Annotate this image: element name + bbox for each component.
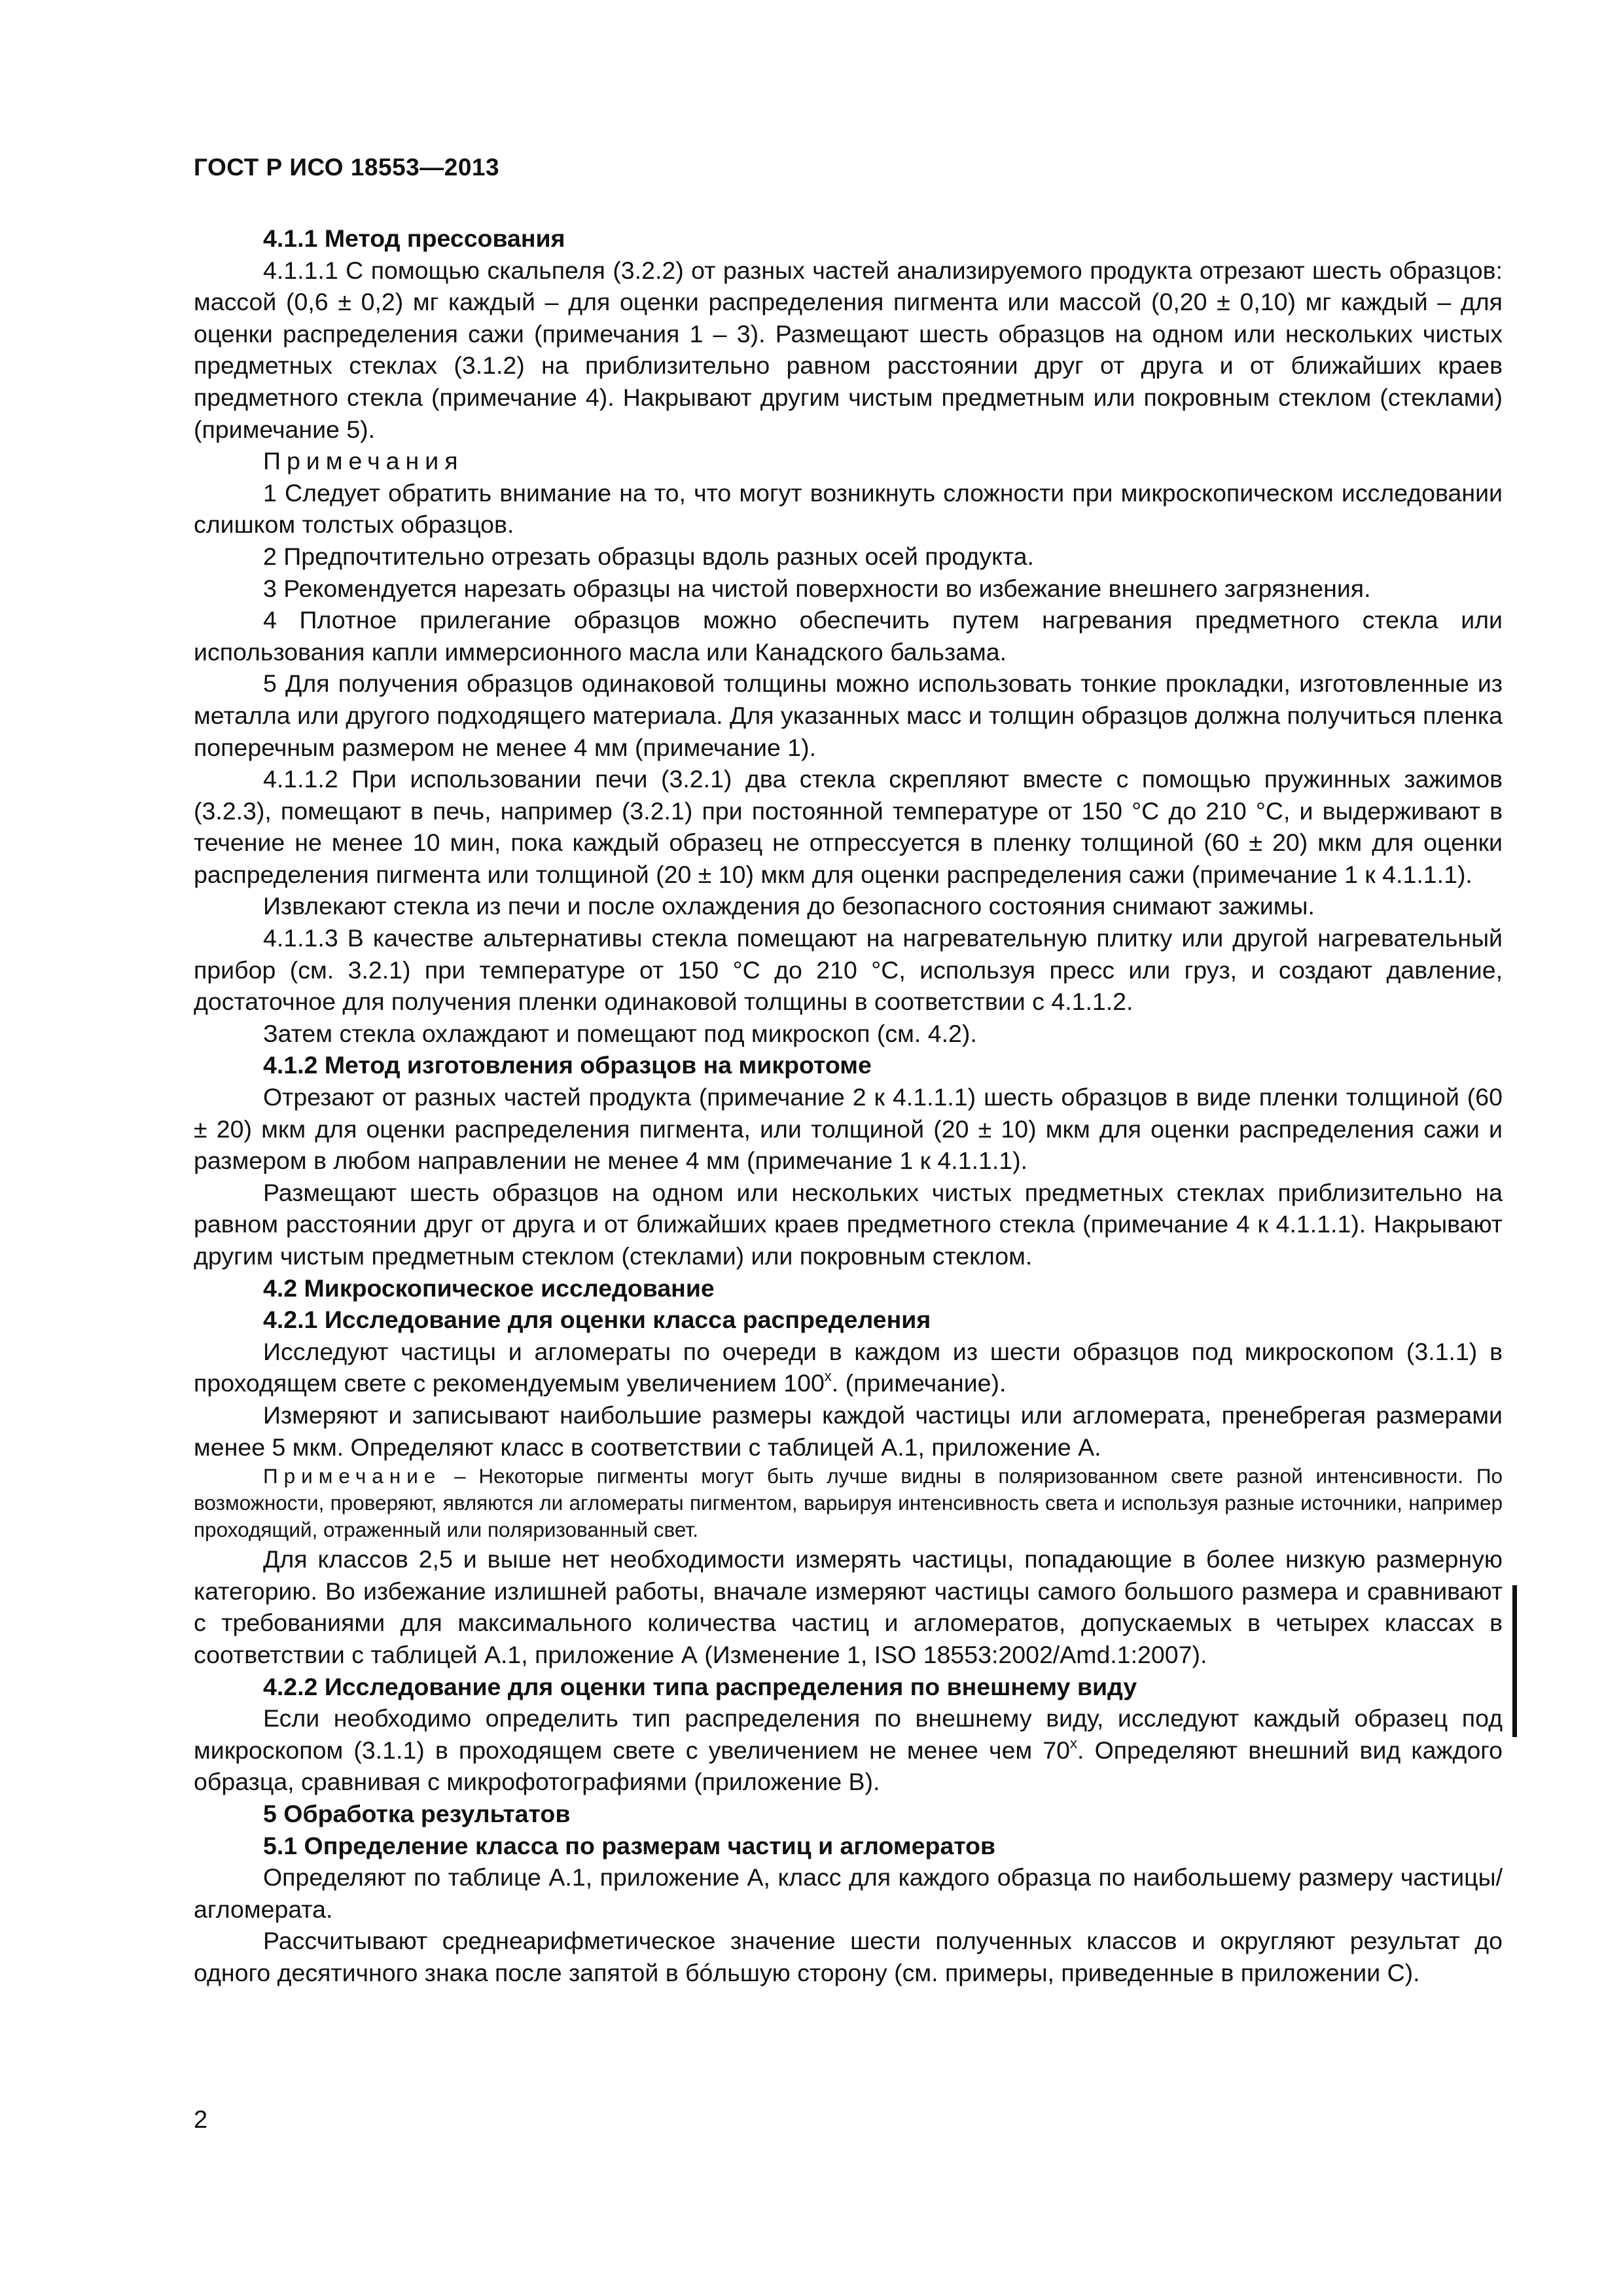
section-heading-5-1: 5.1 Определение класса по размерам частиц и агломератов xyxy=(263,1831,996,1859)
paragraph-5-1-b: Рассчитывают среднеарифметическое значение шести полученных классов и округляют результат до одного десятичного знака после запятой в бóльшую сторону (см. примеры, приведенные в приложении С). xyxy=(194,1927,1503,1986)
change-bar xyxy=(1512,1585,1517,1737)
paragraph-4-1-1-3: 4.1.1.3 В качестве альтернативы стекла помещают на нагревательную плитку или другой нагревательный прибор (см. 3.2.1) при температуре от 150 °С до 210 °С, используя пресс или груз, и создают давление, достаточное для получения пленки одинаковой толщины в соответствии с 4.1.1.2. xyxy=(194,924,1503,1016)
paragraph-cool-glasses: Затем стекла охлаждают и помещают под микроскоп (см. 4.2). xyxy=(263,1019,977,1047)
paragraph-4-2-2-a xyxy=(194,1702,1503,1798)
paragraph-4-1-1-2: 4.1.1.2 При использовании печи (3.2.1) два стекла скрепляют вместе с помощью пружинных зажимов (3.2.3), помещают в печь, например (3.2.1) при постоянной температуре от 150 °С до 210 °С, и выдерживают в течение не менее 10 мин, пока каждый образец не отпрессуется в пленку толщиной (60 ± 20) мкм для оценки распределения пигмента или толщиной (20 ± 10) мкм для оценки распределения сажи (примечание 1 к 4.1.1.1). xyxy=(194,765,1503,888)
note-3: 3 Рекомендуется нарезать образцы на чистой поверхности во избежание внешнего загрязнения. xyxy=(263,574,1371,602)
section-heading-4-1-1: 4.1.1 Метод прессования xyxy=(263,224,565,252)
paragraph-4-2-2-a-text: Если необходимо определить тип распределения по внешнему виду, исследуют каждый образец под микроскопом (3.1.1) в проходящем свете с увеличением не менее чем 70 xyxy=(194,1704,1503,1764)
note-2: 2 Предпочтительно отрезать образцы вдоль разных осей продукта. xyxy=(263,542,1034,570)
paragraph-remove-glasses: Извлекают стекла из печи и после охлаждения до безопасного состояния снимают зажимы. xyxy=(263,892,1315,920)
small-note xyxy=(194,1463,1503,1543)
page-number: 2 xyxy=(194,2106,208,2134)
section-heading-5: 5 Обработка результатов xyxy=(263,1799,571,1827)
section-heading-4-2-2: 4.2.2 Исследование для оценки типа распределения по внешнему виду xyxy=(263,1672,1137,1700)
note-5: 5 Для получения образцов одинаковой толщины можно использовать тонкие прокладки, изготовленные из металла или другого подходящего материала. Для указанных масс и толщин образцов должна получиться пленка поперечным размером не менее 4 мм (примечание 1). xyxy=(194,670,1503,761)
paragraph-4-2-1-a-tail: . (примечание). xyxy=(831,1369,1007,1397)
document-body xyxy=(194,223,1503,1988)
notes-label: Примечания xyxy=(263,447,464,475)
magnification-superscript: x xyxy=(824,1368,832,1385)
paragraph-4-1-1-1: 4.1.1.1 С помощью скальпеля (3.2.2) от разных частей анализируемого продукта отрезают шесть образцов: массой (0,6 ± 0,2) мг каждый – для оценки распределения пигмента или массой (0,20 ± 0,10) мг каждый – для оценки распределения сажи (примечания 1 – 3). Размещают шесть образцов на одном или нескольких чистых предметных стеклах (3.1.2) на приблизительно равном расстоянии друг от друга и от ближайших краев предметного стекла (примечание 4). Накрывают другим чистым предметным или покровным стеклом (стеклами) (примечание 5). xyxy=(194,256,1503,443)
paragraph-4-2-1-a-text: Исследуют частицы и агломераты по очереди в каждом из шести образцов под микроскопом (3.1.1) в проходящем свете с рекомендуемым увеличением 100 xyxy=(194,1337,1503,1397)
paragraph-4-1-2-b: Размещают шесть образцов на одном или нескольких чистых предметных стеклах приблизительно на равном расстоянии друг от друга и от ближайших краев предметного стекла (примечание 4 к 4.1.1.1). Накрывают другим чистым предметным стеклом (стеклами) или покровным стеклом. xyxy=(194,1178,1503,1270)
document-header: ГОСТ Р ИСО 18553—2013 xyxy=(194,154,500,181)
paragraph-5-1-a: Определяют по таблице А.1, приложение А, класс для каждого образца по наибольшему размеру частицы/агломерата. xyxy=(194,1863,1503,1923)
section-heading-4-2-1: 4.2.1 Исследование для оценки класса распределения xyxy=(263,1306,931,1334)
section-heading-4-1-2: 4.1.2 Метод изготовления образцов на микротоме xyxy=(263,1051,872,1079)
paragraph-4-2-1-a xyxy=(194,1336,1503,1399)
small-note-text: – Некоторые пигменты могут быть лучше видны в поляризованном свете разной интенсивности. По возможности, проверяют, являются ли агломераты пигментом, варьируя интенсивность света и используя разные источники, например проходящий, отраженный или поляризованный свет. xyxy=(194,1464,1503,1542)
magnification-superscript: x xyxy=(1070,1734,1078,1751)
note-4: 4 Плотное прилегание образцов можно обеспечить путем нагревания предметного стекла или использования капли иммерсионного масла или Канадского бальзама. xyxy=(194,606,1503,666)
paragraph-4-2-1-c: Для классов 2,5 и выше нет необходимости измерять частицы, попадающие в более низкую размерную категорию. Во избежание излишней работы, вначале измеряют частицы самого большого размера и сравнивают с требованиями для максимального количества частиц и агломератов, допускаемых в четырех классах в соответствии с таблицей А.1, приложение А (Изменение 1, ISO 18553:2002/Amd.1:2007). xyxy=(194,1545,1503,1668)
paragraph-4-2-1-b: Измеряют и записывают наибольшие размеры каждой частицы или агломерата, пренебрегая размерами менее 5 мкм. Определяют класс в соответствии с таблицей А.1, приложение А. xyxy=(194,1401,1503,1461)
section-heading-4-2: 4.2 Микроскопическое исследование xyxy=(263,1274,715,1302)
paragraph-4-1-2-a: Отрезают от разных частей продукта (примечание 2 к 4.1.1.1) шесть образцов в виде пленки толщиной (60 ± 20) мкм для оценки распределения пигмента, или толщиной (20 ± 10) мкм для оценки распределения сажи и размером в любом направлении не менее 4 мм (примечание 1 к 4.1.1.1). xyxy=(194,1083,1503,1175)
small-note-label: Примечание xyxy=(263,1464,442,1488)
note-1: 1 Следует обратить внимание на то, что могут возникнуть сложности при микроскопическом исследовании слишком толстых образцов. xyxy=(194,478,1503,539)
paragraph-4-2-2-a-tail: . Определяют внешний вид каждого образца, сравнивая с микрофотографиями (приложение В). xyxy=(194,1736,1503,1796)
